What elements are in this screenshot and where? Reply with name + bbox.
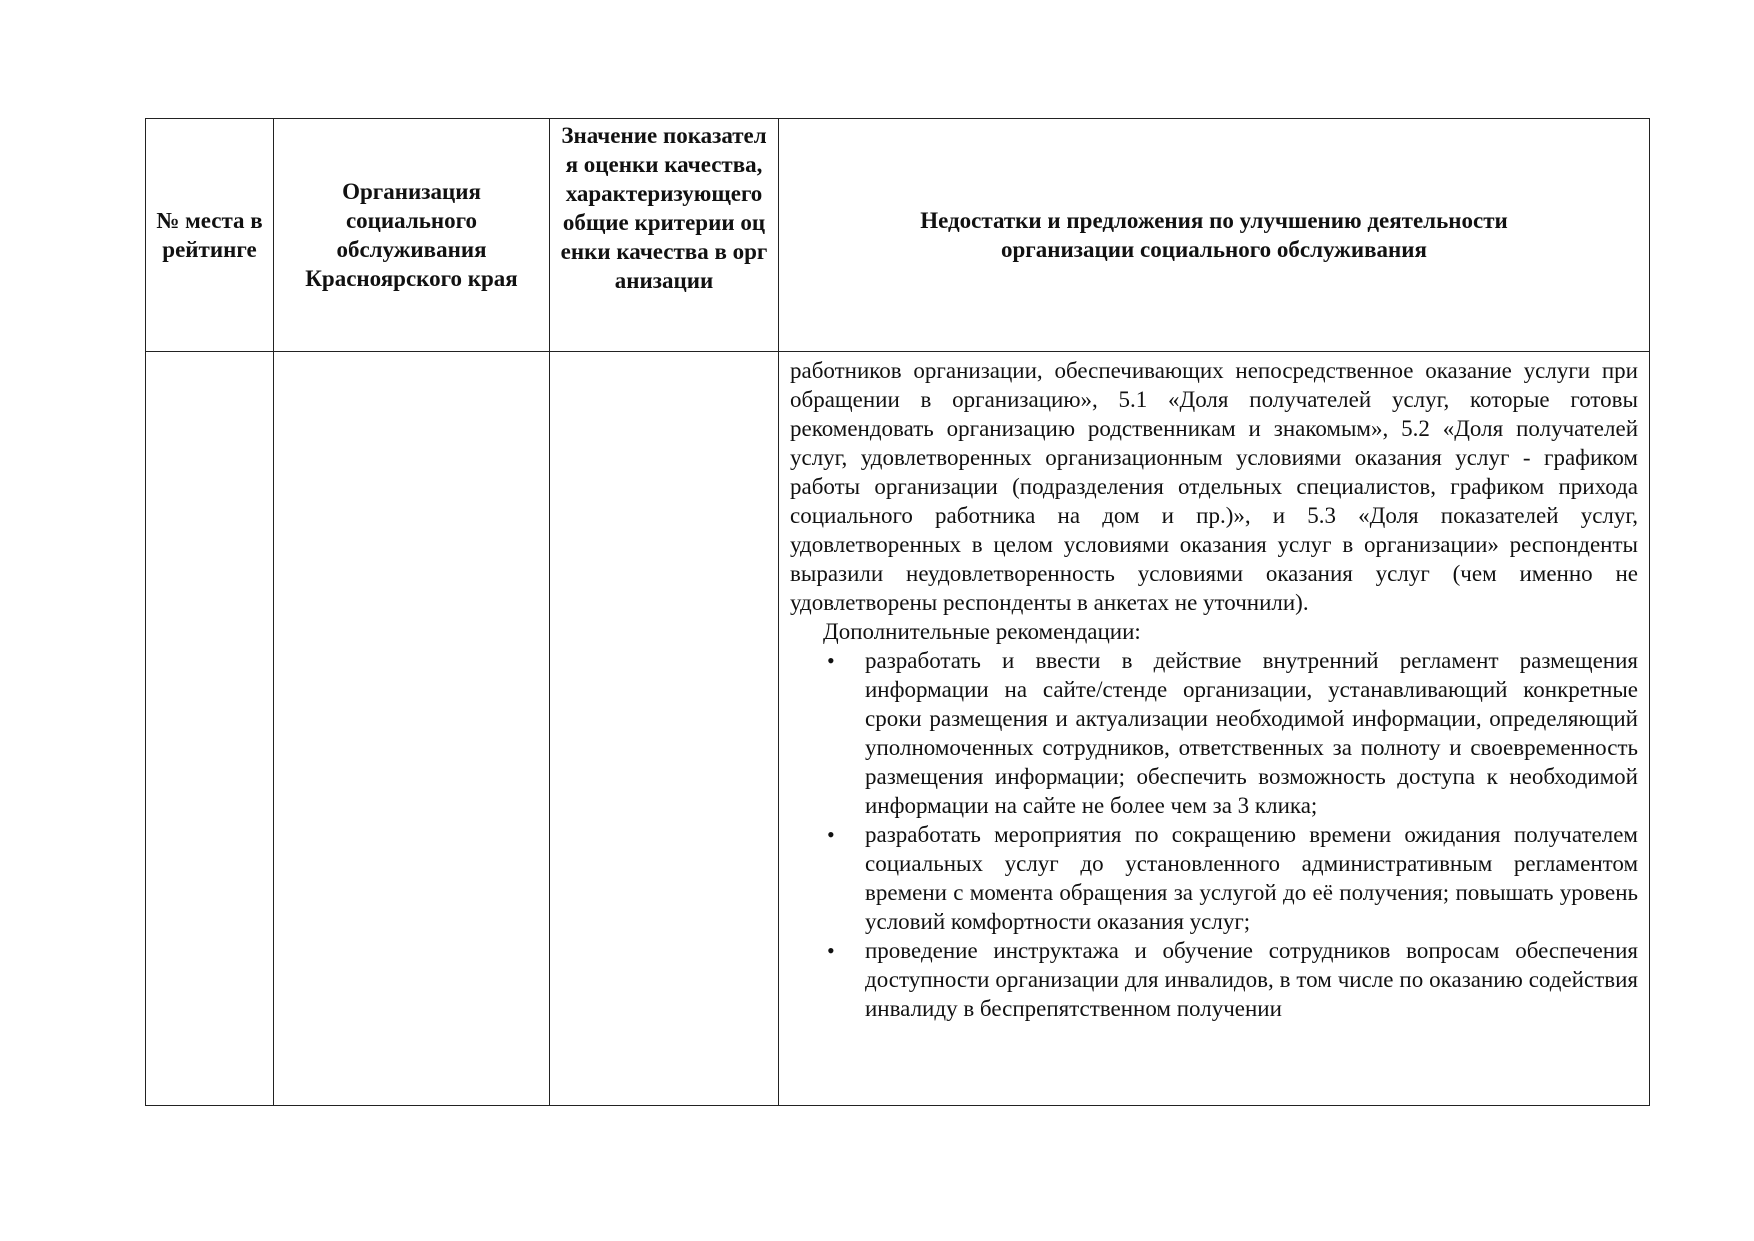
header-organization-label: Организация социального обслуживания Красноярского края [305,179,518,291]
recommendations-list [790,646,1638,1023]
list-item [790,936,1638,1023]
header-shortcomings [779,119,1650,352]
bullet-icon: • [827,648,835,673]
header-indicator-label: Значение показателя оценки качества, характеризующего общие критерии оценки качества в организации [560,123,768,293]
cell-organization [274,352,550,1106]
rating-table [145,118,1650,1106]
table-header-row [146,119,1650,352]
table-row [146,352,1650,1106]
cell-indicator [550,352,779,1106]
list-item-text: разработать и ввести в действие внутренний регламент размещения информации на сайте/стенде организации, устанавливающий конкретные сроки размещения и актуализации необходимой информации, определяющий уполномоченных сотрудников, ответственных за полноту и своевременность размещения информации; обеспечить возможность доступа к необходимой информации на сайте не более чем за 3 клика; [865,648,1638,818]
bullet-icon: • [827,822,835,847]
header-indicator [550,119,779,352]
list-item [790,646,1638,820]
header-rank-label: № места в рейтинге [156,208,263,262]
list-item-text: проведение инструктажа и обучение сотрудников вопросам обеспечения доступности организации для инвалидов, в том числе по оказанию содействия инвалиду в беспрепятственном получении [865,938,1638,1021]
header-shortcomings-label: Недостатки и предложения по улучшению деятельности организации социального обслуживания [920,208,1508,262]
list-item [790,820,1638,936]
intro-paragraph: работников организации, обеспечивающих непосредственное оказание услуги при обращении в организацию», 5.1 «Доля получателей услуг, которые готовы рекомендовать организацию родственникам и знакомым», 5.2 «Доля получателей услуг, удовлетворенных организационным условиями оказания услуг - графиком работы организации (подразделения отдельных специалистов, графиком прихода социального работника на дом и пр.)», и 5.3 «Доля показателей услуг, удовлетворенных в целом условиями оказания услуг в организации» респонденты выразили неудовлетворенность условиями оказания услуг (чем именно не удовлетворены респонденты в анкетах не уточнили). [790,358,1638,615]
list-item-text: разработать мероприятия по сокращению времени ожидания получателем социальных услуг до установленного административным регламентом времени с момента обращения за услугой до её получения; повышать уровень условий комфортности оказания услуг; [865,822,1638,934]
cell-shortcomings [779,352,1650,1106]
cell-rank [146,352,274,1106]
recommendations-title: Дополнительные рекомендации: [823,619,1141,644]
header-organization [274,119,550,352]
header-rank [146,119,274,352]
bullet-icon: • [827,938,835,963]
shortcomings-text [779,352,1649,1105]
